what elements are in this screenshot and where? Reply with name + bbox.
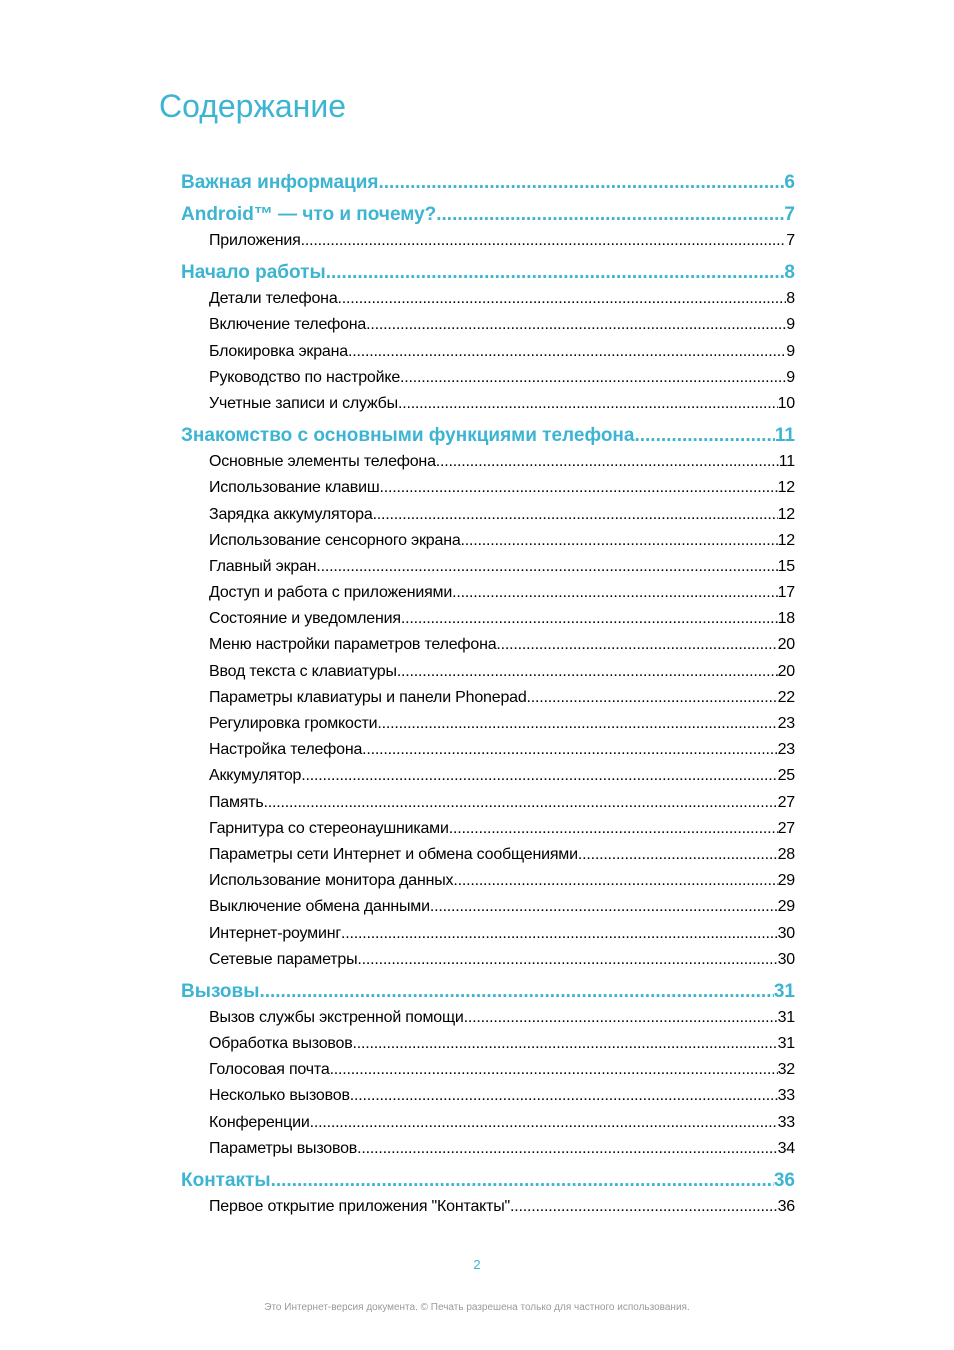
- toc-leader-dots: [348, 339, 786, 365]
- toc-chapter-title: Начало работы: [181, 262, 326, 284]
- page-number: 2: [473, 1257, 481, 1272]
- toc-section-page: 15: [777, 557, 795, 575]
- toc-chapter-page: 11: [774, 425, 795, 447]
- toc-section-page: 12: [777, 479, 795, 497]
- toc-section[interactable]: [181, 894, 795, 920]
- toc-leader-dots: [398, 391, 778, 417]
- toc-section[interactable]: [181, 312, 795, 338]
- toc-section-title: Основные элементы телефона: [209, 453, 436, 471]
- toc-section-page: 31: [777, 1035, 795, 1053]
- toc-leader-dots: [379, 475, 777, 501]
- toc-section-page: 28: [777, 845, 795, 863]
- toc-section[interactable]: [181, 1005, 795, 1031]
- toc-section-title: Зарядка аккумулятора: [209, 505, 373, 523]
- toc-section[interactable]: [181, 475, 795, 501]
- toc-section-title: Состояние и уведомления: [209, 610, 401, 628]
- toc-section-page: 30: [777, 924, 795, 942]
- toc-chapter-page: 8: [784, 262, 795, 284]
- toc-section-title: Аккумулятор: [209, 767, 302, 785]
- toc-chapter[interactable]: [181, 202, 795, 228]
- toc-leader-dots: [464, 1005, 778, 1031]
- toc-leader-dots: [330, 1057, 778, 1083]
- toc-section-title: Вызов службы экстренной помощи: [209, 1008, 464, 1026]
- toc-chapter-page: 6: [784, 172, 795, 193]
- toc-leader-dots: [377, 711, 777, 737]
- toc-section-title: Ввод текста с клавиатуры: [209, 662, 397, 680]
- footer-note: Это Интернет-версия документа. © Печать разрешена только для частного использования.: [264, 1302, 690, 1313]
- toc-section[interactable]: [181, 391, 795, 417]
- table-of-contents: [181, 170, 795, 1220]
- toc-leader-dots: [259, 979, 773, 1005]
- toc-section-page: 12: [777, 505, 795, 523]
- toc-leader-dots: [264, 790, 778, 816]
- toc-section-title: Гарнитура со стереонаушниками: [209, 819, 449, 837]
- toc-section-page: 33: [777, 1087, 795, 1105]
- toc-section[interactable]: [181, 1057, 795, 1083]
- toc-chapter[interactable]: [181, 170, 795, 196]
- toc-leader-dots: [436, 449, 779, 475]
- toc-section-page: 29: [777, 898, 795, 916]
- toc-section-page: 11: [778, 453, 795, 471]
- toc-section[interactable]: [181, 842, 795, 868]
- toc-section[interactable]: [181, 659, 795, 685]
- toc-leader-dots: [353, 1031, 778, 1057]
- toc-section-page: 30: [777, 950, 795, 968]
- toc-section-title: Выключение обмена данными: [209, 898, 430, 916]
- toc-section-page: 22: [777, 688, 795, 706]
- toc-section-title: Включение телефона: [209, 316, 367, 334]
- toc-leader-dots: [357, 947, 777, 973]
- toc-section-page: 33: [777, 1113, 795, 1131]
- toc-chapter-title: Важная информация: [181, 172, 379, 193]
- toc-leader-dots: [400, 365, 786, 391]
- toc-leader-dots: [301, 763, 777, 789]
- toc-section-page: 9: [786, 316, 795, 334]
- toc-leader-dots: [362, 737, 777, 763]
- toc-section-page: 27: [777, 819, 795, 837]
- toc-section-page: 23: [777, 715, 795, 732]
- toc-leader-dots: [401, 606, 778, 632]
- toc-section-page: 32: [777, 1061, 795, 1079]
- toc-section-title: Использование клавиш: [209, 479, 380, 497]
- toc-section[interactable]: [181, 711, 795, 737]
- toc-leader-dots: [397, 659, 778, 685]
- toc-section-title: Доступ и работа с приложениями: [209, 584, 453, 602]
- toc-leader-dots: [373, 502, 778, 528]
- toc-section[interactable]: [181, 632, 795, 658]
- toc-section[interactable]: [181, 1083, 795, 1109]
- toc-section-page: 31: [777, 1008, 795, 1026]
- toc-section-title: Приложения: [209, 232, 301, 249]
- toc-leader-dots: [436, 202, 784, 228]
- toc-chapter-page: 31: [773, 980, 795, 1002]
- toc-section-title: Параметры вызовов: [209, 1139, 358, 1157]
- toc-section-title: Память: [209, 793, 264, 811]
- toc-section-page: 12: [777, 531, 795, 549]
- toc-section-page: 9: [786, 342, 795, 360]
- toc-section-title: Детали телефона: [209, 290, 338, 308]
- toc-section-page: 7: [786, 232, 795, 249]
- toc-section[interactable]: [181, 1136, 795, 1162]
- toc-section[interactable]: [181, 580, 795, 606]
- toc-chapter[interactable]: [181, 1168, 795, 1194]
- toc-leader-dots: [338, 286, 787, 312]
- toc-section-page: 25: [777, 767, 795, 785]
- toc-leader-dots: [578, 842, 778, 868]
- toc-section-title: Использование сенсорного экрана: [209, 531, 461, 549]
- toc-leader-dots: [350, 1083, 778, 1109]
- toc-section-page: 10: [777, 394, 795, 412]
- toc-leader-dots: [271, 1168, 774, 1194]
- toc-section-title: Первое открытие приложения "Контакты": [209, 1198, 511, 1215]
- toc-section-page: 8: [786, 290, 795, 308]
- toc-section-title: Несколько вызовов: [209, 1087, 350, 1105]
- toc-section-title: Настройка телефона: [209, 741, 363, 759]
- toc-section[interactable]: [181, 606, 795, 632]
- toc-section-title: Регулировка громкости: [209, 715, 378, 732]
- toc-chapter-title: Контакты: [181, 1170, 271, 1191]
- toc-leader-dots: [461, 528, 778, 554]
- toc-section-title: Параметры сети Интернет и обмена сообщениями: [209, 845, 578, 863]
- toc-section-page: 29: [777, 872, 795, 890]
- toc-chapter-page: 36: [773, 1170, 795, 1191]
- toc-section-title: Учетные записи и службы: [209, 394, 398, 412]
- toc-section-title: Меню настройки параметров телефона: [209, 636, 497, 654]
- toc-section-title: Параметры клавиатуры и панели Phonepad: [209, 688, 527, 706]
- toc-section[interactable]: [181, 1194, 795, 1220]
- toc-section-title: Блокировка экрана: [209, 342, 348, 360]
- toc-leader-dots: [366, 312, 786, 338]
- toc-section[interactable]: [181, 816, 795, 842]
- toc-chapter[interactable]: [181, 260, 795, 286]
- toc-section[interactable]: [181, 528, 795, 554]
- toc-section-page: 18: [777, 610, 795, 628]
- toc-section-page: 9: [786, 368, 795, 386]
- toc-section-title: Сетевые параметры: [209, 950, 358, 968]
- toc-section-page: 20: [777, 662, 795, 680]
- toc-section-title: Конференции: [209, 1113, 310, 1131]
- toc-leader-dots: [378, 170, 784, 196]
- toc-section[interactable]: [181, 554, 795, 580]
- toc-leader-dots: [527, 685, 778, 711]
- toc-chapter-title: Android™ — что и почему?: [181, 204, 437, 225]
- toc-section[interactable]: [181, 947, 795, 973]
- toc-chapter-title: Вызовы: [181, 980, 260, 1002]
- toc-leader-dots: [316, 554, 777, 580]
- toc-leader-dots: [326, 260, 785, 286]
- toc-section-title: Обработка вызовов: [209, 1035, 353, 1053]
- toc-section-page: 17: [777, 584, 795, 602]
- toc-section[interactable]: [181, 502, 795, 528]
- toc-leader-dots: [452, 580, 778, 606]
- toc-section-page: 34: [777, 1139, 795, 1157]
- toc-section[interactable]: [181, 228, 795, 254]
- toc-section[interactable]: [181, 763, 795, 789]
- toc-section[interactable]: [181, 449, 795, 475]
- toc-section-title: Использование монитора данных: [209, 872, 454, 890]
- toc-section-page: 27: [777, 793, 795, 811]
- toc-section[interactable]: [181, 1110, 795, 1136]
- toc-leader-dots: [449, 816, 778, 842]
- toc-section-page: 20: [777, 636, 795, 654]
- toc-leader-dots: [453, 868, 777, 894]
- toc-section[interactable]: [181, 868, 795, 894]
- toc-section[interactable]: [181, 790, 795, 816]
- toc-chapter[interactable]: [181, 423, 795, 449]
- toc-chapter[interactable]: [181, 979, 795, 1005]
- toc-leader-dots: [310, 1110, 778, 1136]
- toc-leader-dots: [496, 632, 777, 658]
- toc-chapter-title: Знакомство с основными функциями телефона: [181, 425, 635, 447]
- page-title: Содержание: [159, 88, 347, 124]
- toc-section-title: Интернет-роуминг: [209, 924, 341, 942]
- toc-section[interactable]: [181, 286, 795, 312]
- toc-section-title: Руководство по настройке: [209, 368, 401, 386]
- toc-leader-dots: [357, 1136, 777, 1162]
- toc-section-page: 23: [777, 741, 795, 759]
- toc-section[interactable]: [181, 339, 795, 365]
- toc-leader-dots: [634, 423, 774, 449]
- toc-section-title: Главный экран: [209, 557, 317, 575]
- toc-chapter-page: 7: [784, 204, 795, 225]
- toc-section-page: 36: [777, 1198, 795, 1215]
- toc-leader-dots: [341, 921, 778, 947]
- toc-section[interactable]: [181, 365, 795, 391]
- toc-leader-dots: [430, 894, 778, 920]
- toc-section[interactable]: [181, 685, 795, 711]
- toc-leader-dots: [301, 228, 787, 254]
- toc-section-title: Голосовая почта: [209, 1061, 330, 1079]
- toc-section[interactable]: [181, 921, 795, 947]
- toc-leader-dots: [510, 1194, 778, 1220]
- toc-section[interactable]: [181, 737, 795, 763]
- toc-section[interactable]: [181, 1031, 795, 1057]
